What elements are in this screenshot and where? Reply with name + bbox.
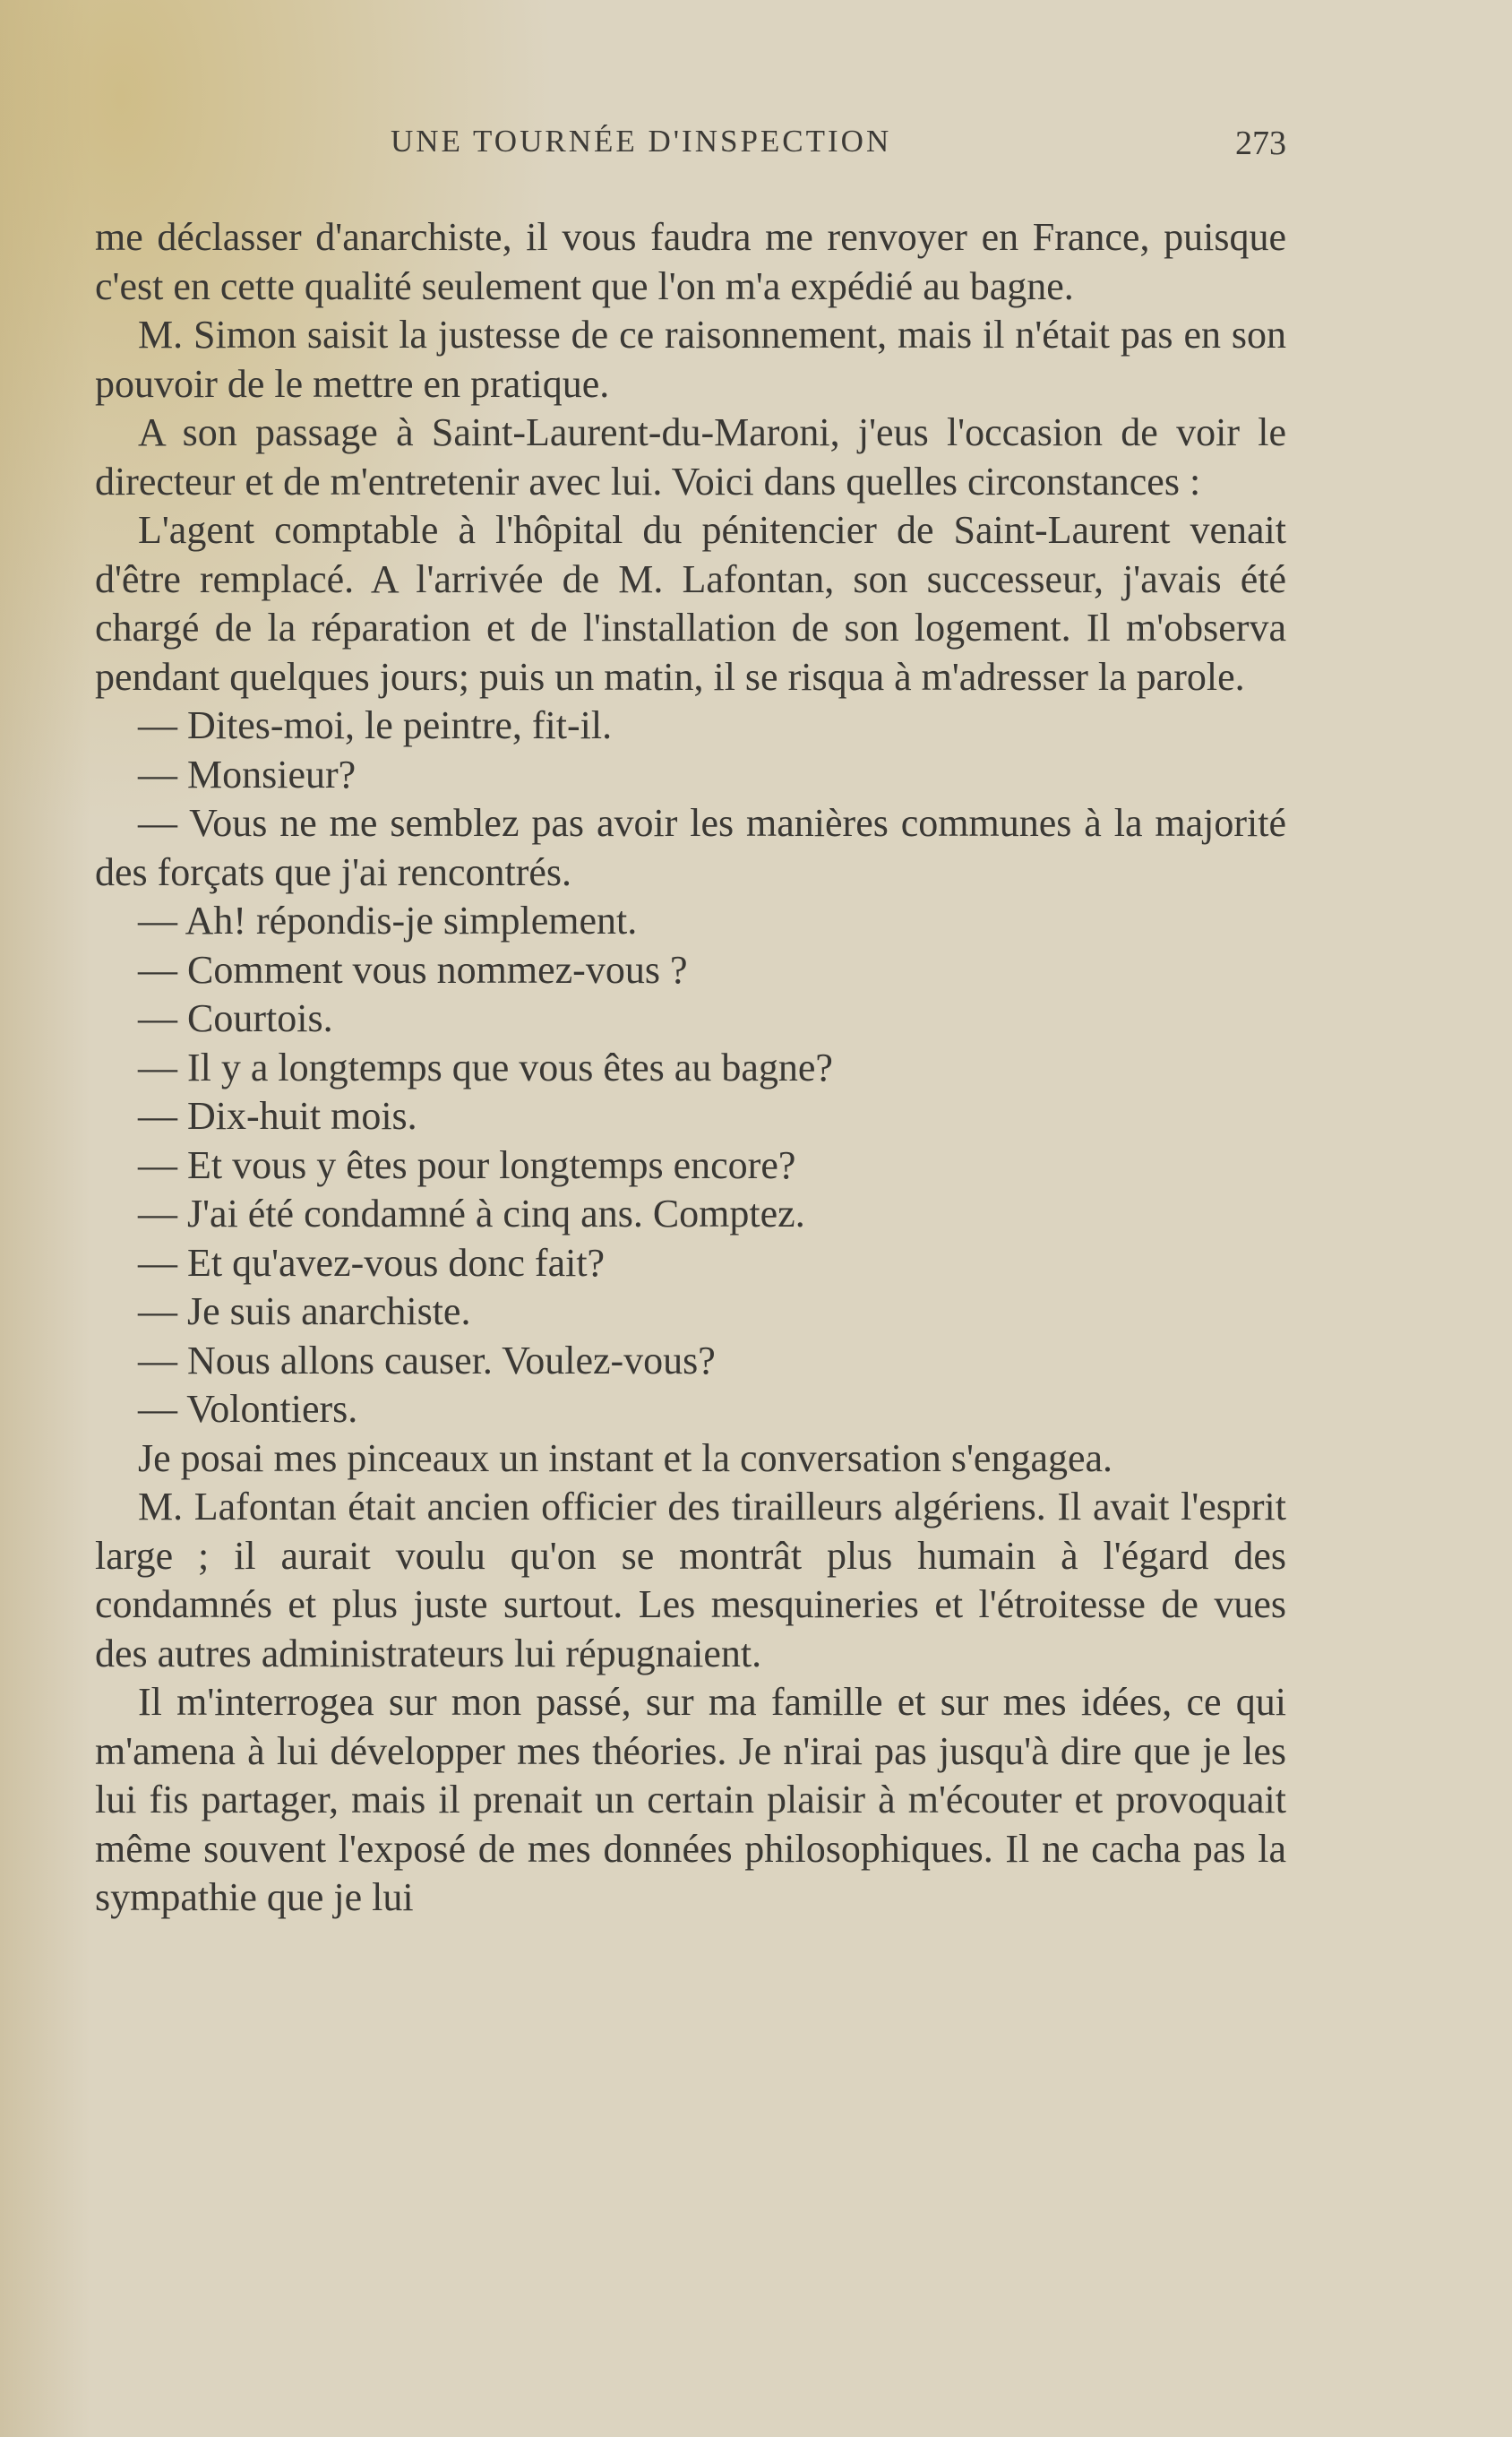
paragraph: A son passage à Saint-Laurent-du-Maroni, j'eus l'occasion de voir le directeur et de m'entretenir avec lui. Voici dans quelles circonstances :	[95, 410, 1286, 504]
dialogue-line: — Monsieur?	[138, 752, 357, 797]
paragraph: M. Simon saisit la justesse de ce raisonnement, mais il n'était pas en son pouvoir de le mettre en pratique.	[95, 313, 1286, 406]
dialogue-line: — Nous allons causer. Voulez-vous?	[138, 1338, 716, 1382]
paragraph-continuation: me déclasser d'anarchiste, il vous faudra me renvoyer en France, puisque c'est en cette qualité seulement que l'on m'a expédié au bagne.	[95, 215, 1286, 308]
paragraph: L'agent comptable à l'hôpital du pénitencier de Saint-Laurent venait d'être remplacé. A l'arrivée de M. Lafontan, son successeur, j'avais été chargé de la réparation et de l'installation de son logement. Il m'observa pendant quelques jours; puis un matin, il se risqua à m'adresser la parole.	[95, 508, 1286, 699]
dialogue-line: — J'ai été condamné à cinq ans. Comptez.	[138, 1192, 805, 1236]
dialogue-line: — Et qu'avez-vous donc fait?	[138, 1240, 606, 1285]
dialogue-line: — Ah! répondis-je simplement.	[138, 899, 638, 943]
dialogue-line: — Dites-moi, le peintre, fit-il.	[138, 703, 613, 747]
dialogue-line: — Vous ne me semblez pas avoir les manières communes à la majorité des forçats que j'ai rencontrés.	[95, 801, 1286, 894]
dialogue-line: — Comment vous nommez-vous ?	[138, 947, 688, 992]
dialogue-line: — Et vous y êtes pour longtemps encore?	[138, 1142, 796, 1187]
paragraph: Il m'interrogea sur mon passé, sur ma famille et sur mes idées, ce qui m'amena à lui développer mes théories. Je n'irai pas jusqu'à dire que je les lui fis partager, mais il prenait un certain plaisir à m'écouter et provoquait même souvent l'exposé de mes données philosophiques. Il ne cacha pas la sympathie que je lui	[95, 1680, 1286, 1919]
dialogue-line: — Dix-huit mois.	[138, 1094, 417, 1138]
paragraph: M. Lafontan était ancien officier des tirailleurs algériens. Il avait l'esprit large ; il aurait voulu qu'on se montrât plus humain à l'égard des condamnés et plus juste surtout. Les mesquineries et l'étroitesse de vues des autres administrateurs lui répugnaient.	[95, 1485, 1286, 1675]
running-head	[95, 124, 1286, 168]
paragraph: Je posai mes pinceaux un instant et la conversation s'engagea.	[138, 1435, 1113, 1480]
body-text	[95, 213, 1286, 1923]
running-head-title: UNE TOURNÉE D'INSPECTION	[391, 124, 892, 159]
dialogue-line: — Il y a longtemps que vous êtes au bagne?	[138, 1045, 833, 1089]
dialogue-line: — Je suis anarchiste.	[138, 1289, 471, 1333]
page-number: 273	[1235, 125, 1286, 162]
dialogue-line: — Courtois.	[138, 996, 333, 1040]
dialogue-line: — Volontiers.	[138, 1387, 358, 1431]
